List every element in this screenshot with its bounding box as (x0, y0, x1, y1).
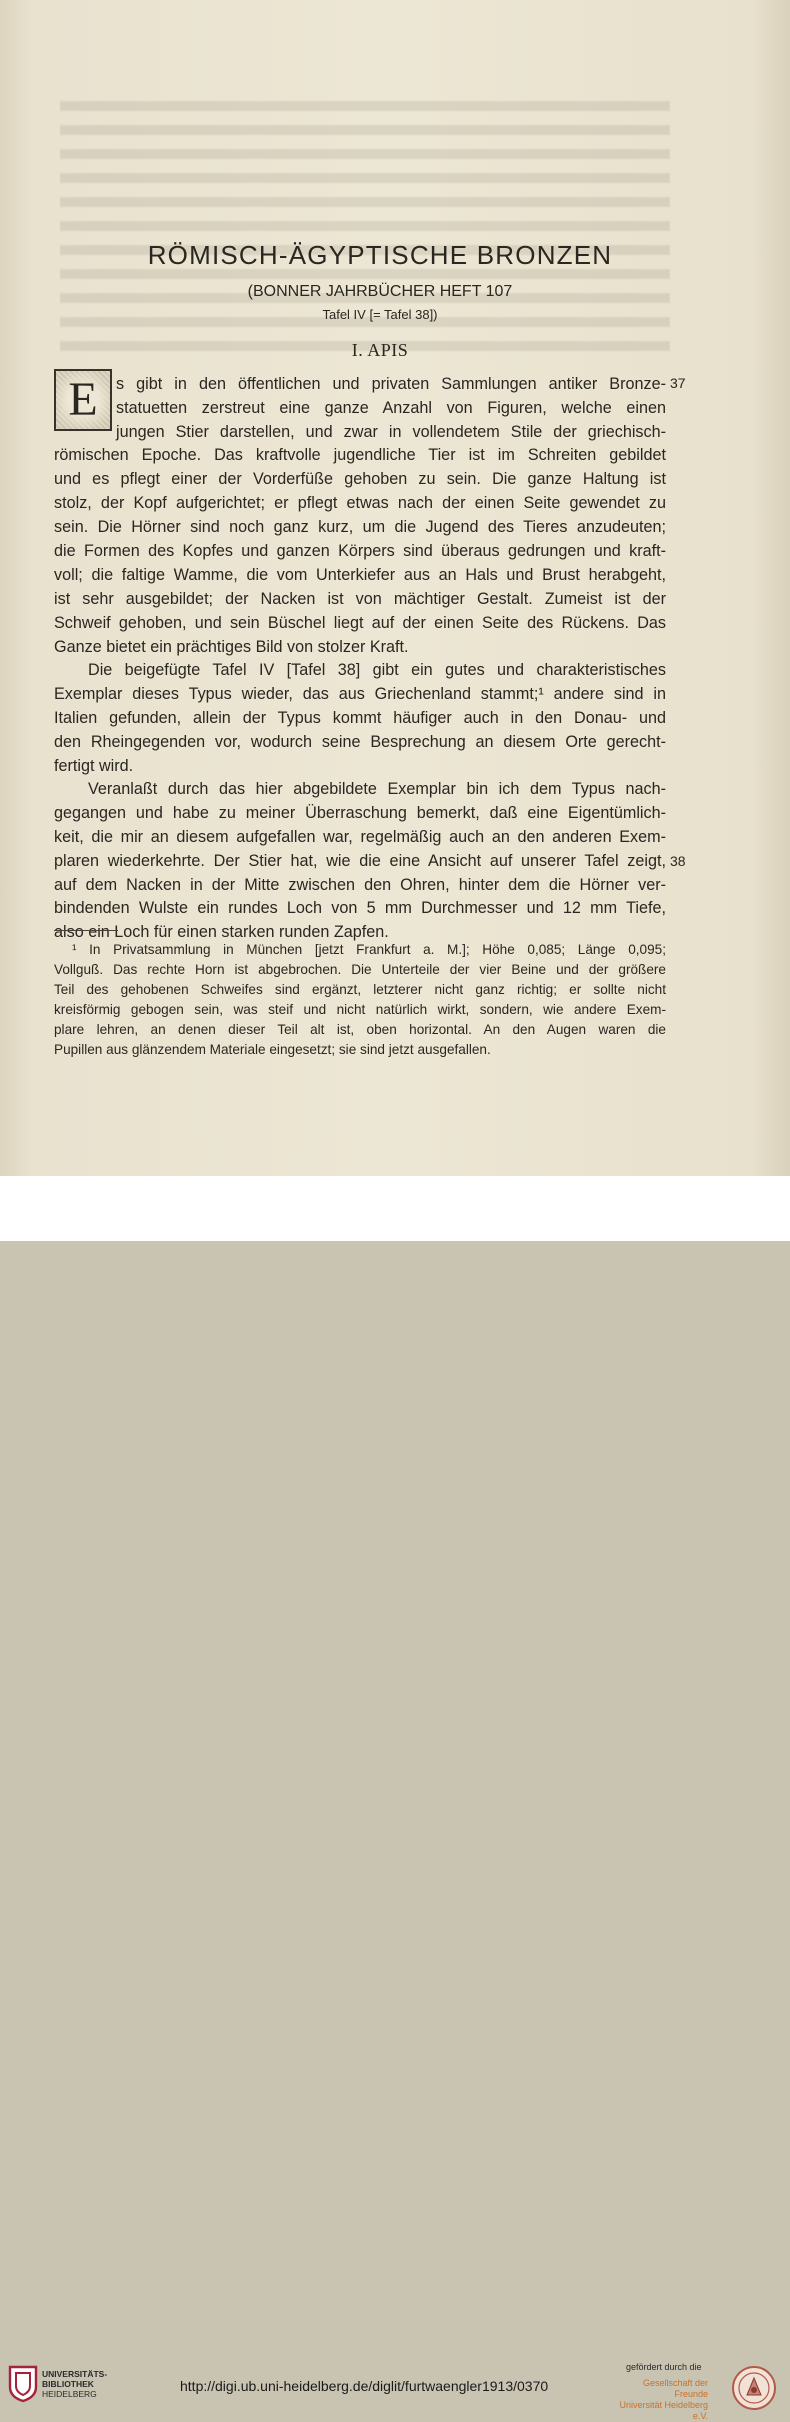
section-heading: I. APIS (351, 340, 409, 360)
footnote-rule (54, 930, 118, 931)
library-shield-icon (8, 2365, 38, 2403)
scanned-page (0, 0, 790, 1176)
footnote-line: plare lehren, an denen dieser Teil alt ist, oben horizontal. An den Augen waren die (54, 1022, 666, 1037)
university-seal-icon (731, 2365, 777, 2411)
viewer-footer (0, 1176, 790, 2421)
footnote-line: ¹ In Privatsammlung in München [jetzt Frankfurt a. M.]; Höhe 0,085; Länge 0,095; (72, 942, 666, 957)
body-line: bindenden Wulste ein rundes Loch von 5 mm Durchmesser und 12 mm Tiefe, (54, 899, 666, 917)
body-line: statuetten zerstreut eine ganze Anzahl von Figuren, welche einen (116, 399, 666, 417)
footnote-line: Teil des gehobenen Schweifes sind ergänzt, letzterer nicht ganz richtig; er sollte nicht (54, 982, 666, 997)
society-name (612, 2378, 708, 2422)
body-line: s gibt in den öffentlichen und privaten Sammlungen antiker Bronze- (116, 375, 666, 393)
body-line: Die beigefügte Tafel IV [Tafel 38] gibt ein gutes und charakteristisches (88, 661, 666, 679)
body-line: stolz, der Kopf aufgerichtet; er pflegt etwas nach der einen Seite gewendet zu (54, 494, 666, 512)
plate-reference: Tafel IV [= Tafel 38]) (322, 307, 438, 322)
margin-page-number: 37 (670, 375, 686, 391)
body-line: jungen Stier darstellen, und zwar in vollendetem Stile der griechisch- (116, 423, 666, 441)
body-line: Exemplar dieses Typus wieder, das aus Griechenland stammt;¹ andere sind in (54, 685, 666, 703)
footnote-line: Pupillen aus glänzendem Materiale eingesetzt; sie sind jetzt ausgefallen. (54, 1042, 491, 1057)
margin-page-number: 38 (670, 853, 686, 869)
body-line: also ein Loch für einen starken runden Zapfen. (54, 923, 389, 941)
library-line-2: BIBLIOTHEK (42, 2379, 94, 2389)
library-name (42, 2369, 107, 2399)
body-line: gegangen und habe zu meiner Überraschung bemerkt, daß eine Eigentümlich- (54, 804, 666, 822)
body-line: auf dem Nacken in der Mitte zwischen den Ohren, hinter dem die Hörner ver- (54, 876, 666, 894)
body-line: Ganze bietet ein prächtiges Bild von stolzer Kraft. (54, 638, 409, 656)
body-line: römischen Epoche. Das kraftvolle jugendliche Tier ist im Schreiten gebildet (54, 446, 666, 464)
initial-letter: E (56, 371, 110, 429)
body-line: fertigt wird. (54, 757, 134, 775)
decorated-initial (54, 369, 112, 431)
society-line-1: Gesellschaft der Freunde (642, 2378, 708, 2399)
page-title: RÖMISCH-ÄGYPTISCHE BRONZEN (147, 240, 613, 270)
permalink-url[interactable]: http://digi.ub.uni-heidelberg.de/diglit/furtwaengler1913/0370 (180, 2378, 549, 2394)
body-line: und es pflegt einer der Vorderfüße gehoben zu sein. Die ganze Haltung ist (54, 470, 666, 488)
footnote-line: Vollguß. Das rechte Horn ist abgebrochen. Die Unterteile der vier Beine und der größere (54, 962, 666, 977)
bleed-through-text (60, 55, 670, 385)
body-line: Veranlaßt durch das hier abgebildete Exemplar bin ich dem Typus nach- (88, 780, 666, 798)
library-line-1: UNIVERSITÄTS- (42, 2369, 108, 2379)
body-line: die Formen des Kopfes und ganzen Körpers sind überaus gedrungen und kraft- (54, 542, 666, 560)
body-line: sein. Die Hörner sind noch ganz kurz, um die Jugend des Tieres anzudeuten; (54, 518, 666, 536)
body-line: voll; die faltige Wamme, die vom Unterkiefer aus an Hals und Brust herabgeht, (54, 566, 666, 584)
subtitle: (BONNER JAHRBÜCHER HEFT 107 (247, 283, 513, 300)
funded-by-label: gefördert durch die (626, 2362, 702, 2372)
footnote-line: kreisförmig gebogen sein, was steif und nicht natürlich wirkt, sondern, wie andere Exem- (54, 1002, 666, 1017)
body-line: den Rheingegenden vor, wodurch seine Besprechung an diesem Orte gerecht- (54, 733, 666, 751)
body-line: Italien gefunden, allein der Typus kommt häufiger auch in den Donau- und (54, 709, 666, 727)
body-line: ist sehr ausgebildet; der Nacken ist von mächtiger Gestalt. Zumeist ist der (54, 590, 666, 608)
body-line: Schweif gehoben, und sein Büschel liegt auf der einen Seite des Rückens. Das (54, 614, 666, 632)
society-line-2: Universität Heidelberg e.V. (619, 2400, 708, 2421)
library-line-3: HEIDELBERG (42, 2389, 97, 2399)
body-line: plaren wiederkehrte. Der Stier hat, wie die eine Ansicht auf unserer Tafel zeigt, (54, 852, 666, 870)
body-line: keit, die mir an diesem aufgefallen war, regelmäßig auch an den anderen Exem- (54, 828, 666, 846)
